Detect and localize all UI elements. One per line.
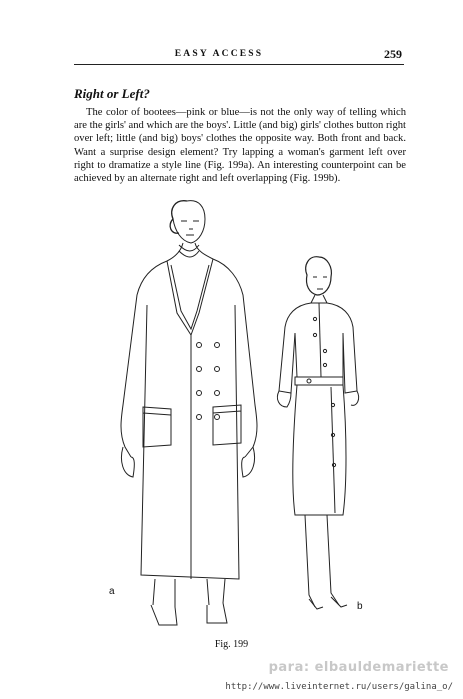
section-heading: Right or Left?	[74, 86, 150, 101]
figure-label-b: b	[357, 601, 363, 612]
figure-a-coat	[121, 201, 257, 625]
header-rule	[74, 64, 404, 65]
figure-label-a: a	[109, 586, 115, 597]
watermark: para: elbauldemariette	[268, 660, 449, 675]
figure-caption: Fig. 199	[214, 639, 249, 650]
fashion-illustration	[95, 195, 375, 635]
body-paragraph: The color of bootees—pink or blue—is not the only way of telling which are the girls' and which are the boys'. Little (and big) girls' clothes button right over left; little (and big) boys' clothes the opposite way. Both front and back. Want a surprise design element? Try lapping a woman's garment left over right to dramatize a style line (Fig. 199a). An interesting counterpoint can be achieved by an alternate right and left overlapping (Fig. 199b).	[74, 107, 406, 185]
running-head: EASY ACCESS	[174, 49, 264, 59]
page-header	[74, 48, 404, 64]
page-number: 259	[384, 47, 402, 61]
figure-b-dress	[277, 257, 358, 609]
source-url: http://www.liveinternet.ru/users/galina_o/	[225, 682, 453, 692]
